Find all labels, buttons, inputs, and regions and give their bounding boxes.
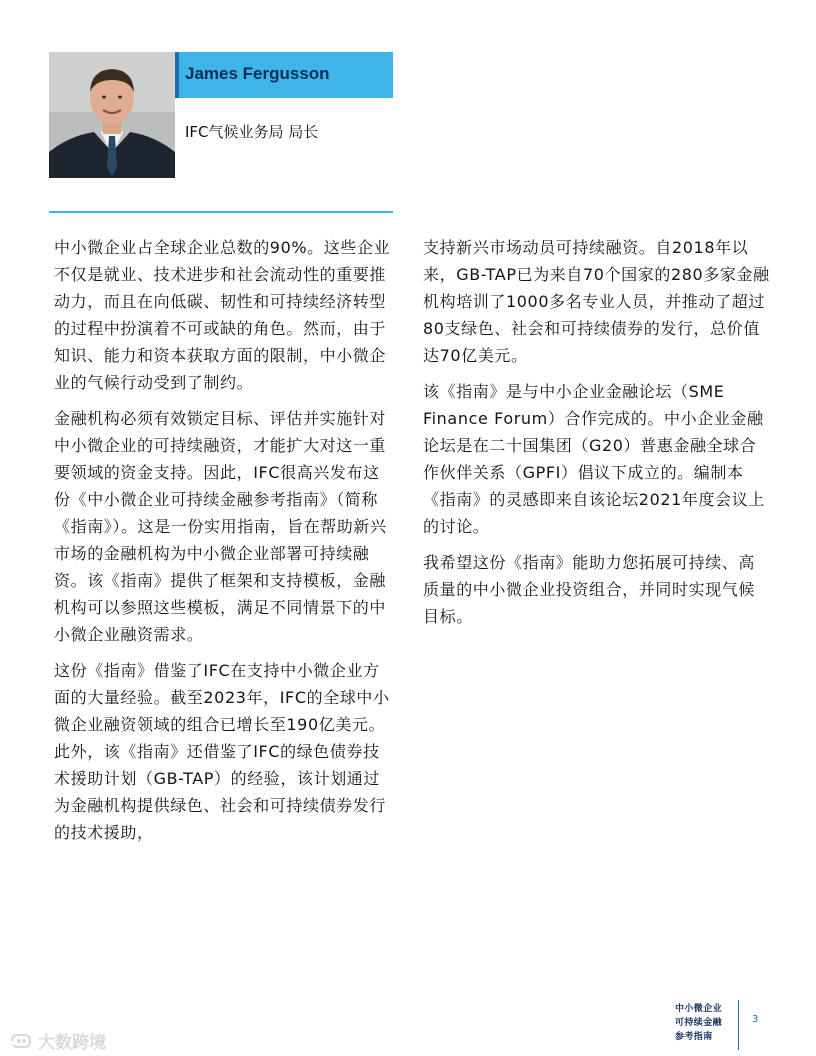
paragraph: 支持新兴市场动员可持续融资。自2018年以来，GB-TAP已为来自70个国家的280多家金融机构培训了1000多名专业人员，并推动了超过80支绿色、社会和可持续债券的发行，总价值达70亿美元。 xyxy=(423,238,770,365)
paragraph: 这份《指南》借鉴了IFC在支持中小微企业方面的大量经验。截至2023年，IFC的全球中小微企业融资领域的组合已增长至190亿美元。此外，该《指南》还借鉴了IFC的绿色债券技术援助计划（GB-TAP）的经验，该计划通过为金融机构提供绿色、社会和可持续债券发行的技术援助， xyxy=(54,661,390,842)
paragraph: 该《指南》是与中小企业金融论坛（SME Finance Forum）合作完成的。中小企业金融论坛是在二十国集团（G20）普惠金融全球合作伙伴关系（GPFI）倡议下成立的。编制本《指南》的灵感即来自该论坛2021年度会议上的讨论。 xyxy=(423,382,765,536)
left-column xyxy=(54,234,396,855)
right-column xyxy=(423,234,771,639)
paragraph: 中小微企业占全球企业总数的90%。这些企业不仅是就业、技术进步和社会流动性的重要推动力，而且在向低碳、韧性和可持续经济转型的过程中扮演着不可或缺的角色。然而，由于知识、能力和资本获取方面的限制，中小微企业的气候行动受到了制约。 xyxy=(54,238,391,392)
footer-title-line: 中小微企业 xyxy=(675,1004,723,1014)
page-number: 3 xyxy=(752,1014,759,1025)
watermark-text: 大数跨境 xyxy=(38,1033,106,1053)
footer-divider xyxy=(738,1000,739,1050)
author-role: IFC气候业务局 局长 xyxy=(185,123,319,141)
watermark-logo-icon xyxy=(10,1033,32,1049)
footer-title-line: 可持续金融 xyxy=(675,1018,723,1028)
watermark xyxy=(10,1028,106,1053)
header-divider xyxy=(49,211,393,213)
portrait-illustration xyxy=(49,52,175,178)
paragraph: 我希望这份《指南》能助力您拓展可持续、高质量的中小微企业投资组合，并同时实现气候目标。 xyxy=(423,553,756,626)
portrait-photo xyxy=(49,52,175,178)
name-banner xyxy=(175,52,393,98)
footer-title-line: 参考指南 xyxy=(675,1032,713,1042)
author-name: James Fergusson xyxy=(185,64,330,83)
paragraph: 金融机构必须有效锁定目标、评估并实施针对中小微企业的可持续融资，才能扩大对这一重要领域的资金支持。因此，IFC很高兴发布这份《中小微企业可持续金融参考指南》（简称《指南》）。这是一份实用指南，旨在帮助新兴市场的金融机构为中小微企业部署可持续融资。该《指南》提供了框架和支持模板，金融机构可以参照这些模板，满足不同情景下的中小微企业融资需求。 xyxy=(54,409,387,644)
footer-doc-title xyxy=(675,1002,733,1044)
